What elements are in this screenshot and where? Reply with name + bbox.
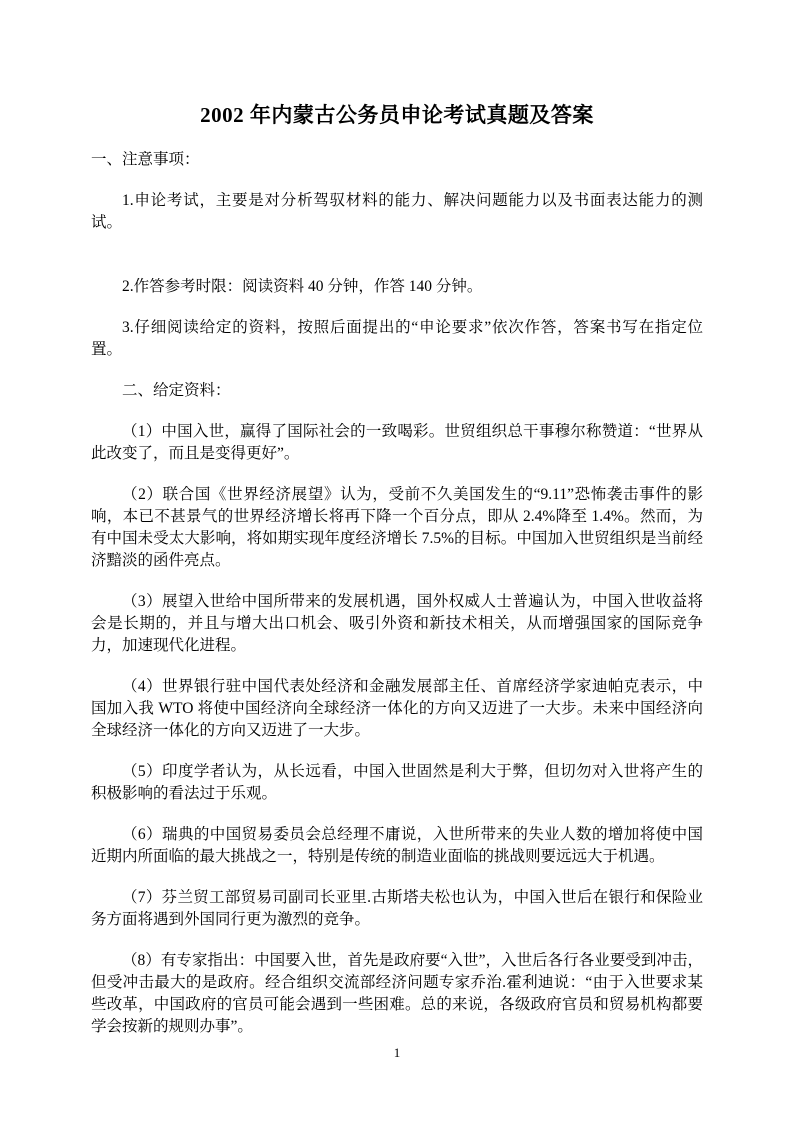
material-paragraph-7: （7）芬兰贸工部贸易司副司长亚里.古斯塔夫松也认为，中国入世后在银行和保险业务方面将遇到外国同行更为激烈的竞争。 [91, 889, 703, 928]
section-heading-notes: 一、注意事项： [91, 151, 200, 168]
page-number: 1 [393, 1045, 401, 1060]
material-paragraph-2: （2）联合国《世界经济展望》认为，受前不久美国发生的“9.11”恐怖袭击事件的影响，本已不甚景气的世界经济增长将再下降一个百分点，即从 2.4%降至 1.4%。然而，为有中国未受太大影响，将如期实现年度经济增长 7.5%的目标。中国加入世贸组织是当前经济黯淡的函件亮点。 [91, 486, 703, 569]
material-paragraph-5: （5）印度学者认为，从长远看，中国入世固然是利大于弊，但切勿对入世将产生的积极影响的看法过于乐观。 [91, 763, 703, 802]
material-paragraph-3: （3）展望入世给中国所带来的发展机遇，国外权威人士普遍认为，中国入世收益将会是长期的，并且与增大出口机会、吸引外资和新技术相关，从而增强国家的国际竞争力，加速现代化进程。 [91, 593, 703, 654]
note-item-2: 2.作答参考时限：阅读资料 40 分钟，作答 140 分钟。 [122, 278, 483, 295]
material-paragraph-1: （1）中国入世，赢得了国际社会的一致喝彩。世贸组织总干事穆尔称赞道：“世界从此改变了，而且是变得更好”。 [91, 423, 703, 462]
document-title: 2002 年内蒙古公务员申论考试真题及答案 [200, 103, 594, 127]
section-heading-materials: 二、给定资料： [122, 382, 231, 399]
note-item-1: 1.申论考试，主要是对分析驾驭材料的能力、解决问题能力以及书面表达能力的测试。 [91, 192, 703, 231]
material-paragraph-8: （8）有专家指出：中国要入世，首先是政府要“入世”，入世后各行各业要受到冲击，但受冲击最大的是政府。经合组织交流部经济问题专家乔治.霍利迪说：“由于入世要求某些改革，中国政府的官员可能会遇到一些困难。总的来说，各级政府官员和贸易机构都要学会按新的规则办事”。 [91, 952, 703, 1035]
note-item-3: 3.仔细阅读给定的资料，按照后面提出的“申论要求”依次作答，答案书写在指定位置。 [91, 319, 703, 358]
material-paragraph-4: （4）世界银行驻中国代表处经济和金融发展部主任、首席经济学家迪帕克表示，中国加入我 WTO 将使中国经济向全球经济一体化的方向又迈进了一大步。未来中国经济向全球经济一体化的方向又迈进了一大步。 [91, 678, 703, 739]
document-content [91, 0, 703, 1038]
material-paragraph-6: （6）瑞典的中国贸易委员会总经理不庸说，入世所带来的失业人数的增加将使中国近期内所面临的最大挑战之一，特别是传统的制造业面临的挑战则要远远大于机遇。 [91, 826, 703, 865]
